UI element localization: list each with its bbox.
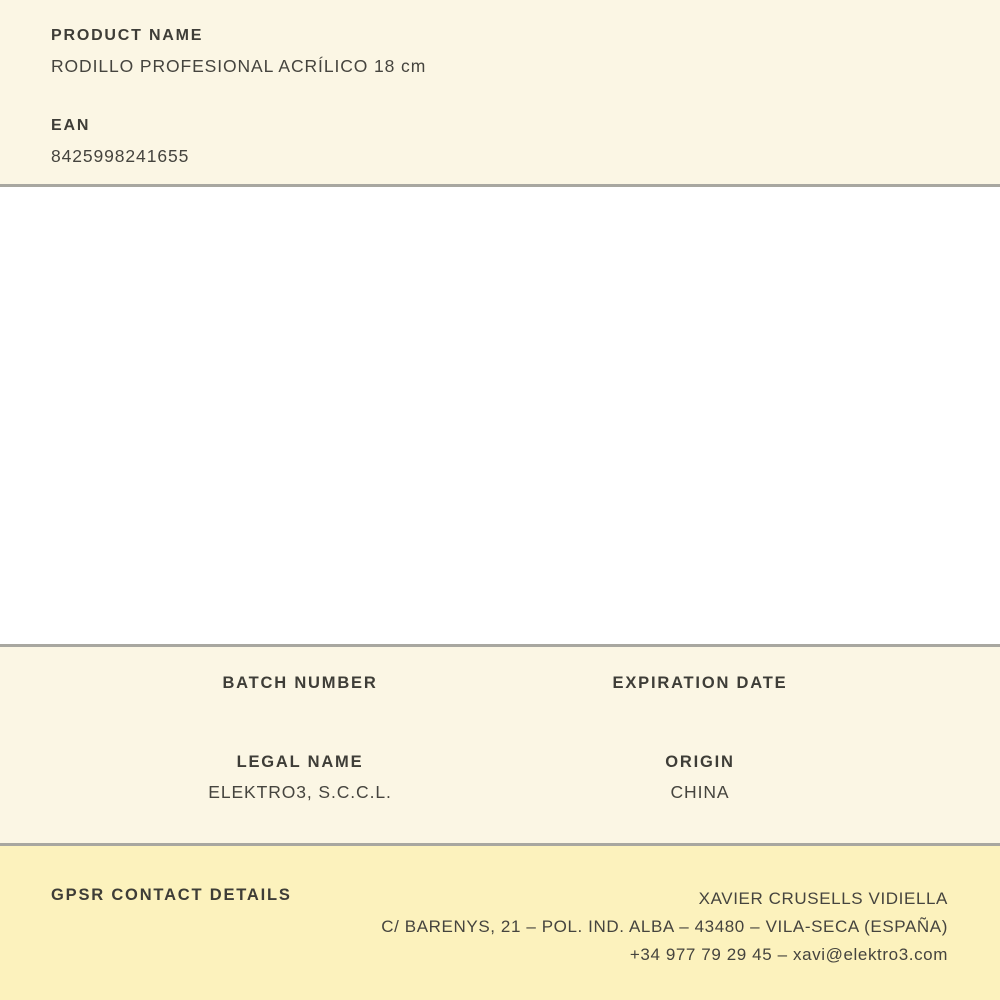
origin-value: CHINA xyxy=(670,782,730,802)
contact-phone-email: +34 977 79 29 45 – xavi@elektro3.com xyxy=(629,945,948,964)
contact-person-name: XAVIER CRUSELLS VIDIELLA xyxy=(698,889,948,908)
legal-name-value: ELEKTRO3, S.C.C.L. xyxy=(208,782,392,802)
expiration-date-label: EXPIRATION DATE xyxy=(612,674,788,692)
gpsr-contact-block xyxy=(381,885,948,969)
ean-label: EAN xyxy=(51,117,91,134)
product-name-value: RODILLO PROFESIONAL ACRÍLICO 18 cm xyxy=(51,56,427,76)
product-name-label: PRODUCT NAME xyxy=(51,27,204,44)
ean-value: 8425998241655 xyxy=(51,146,190,166)
contact-address: C/ BARENYS, 21 – POL. IND. ALBA – 43480 – VILA-SECA (ESPAÑA) xyxy=(381,917,948,936)
details-section xyxy=(0,647,1000,843)
gpsr-contact-label: GPSR CONTACT DETAILS xyxy=(51,886,292,904)
expiration-date-value xyxy=(500,692,900,754)
batch-number-label: BATCH NUMBER xyxy=(222,674,378,692)
origin-label: ORIGIN xyxy=(665,753,735,771)
gpsr-contact-section xyxy=(0,846,1000,1000)
product-image-area xyxy=(0,187,1000,644)
legal-name-label: LEGAL NAME xyxy=(236,753,364,771)
details-grid xyxy=(100,675,900,802)
batch-number-value xyxy=(100,692,500,754)
product-section xyxy=(0,0,1000,184)
